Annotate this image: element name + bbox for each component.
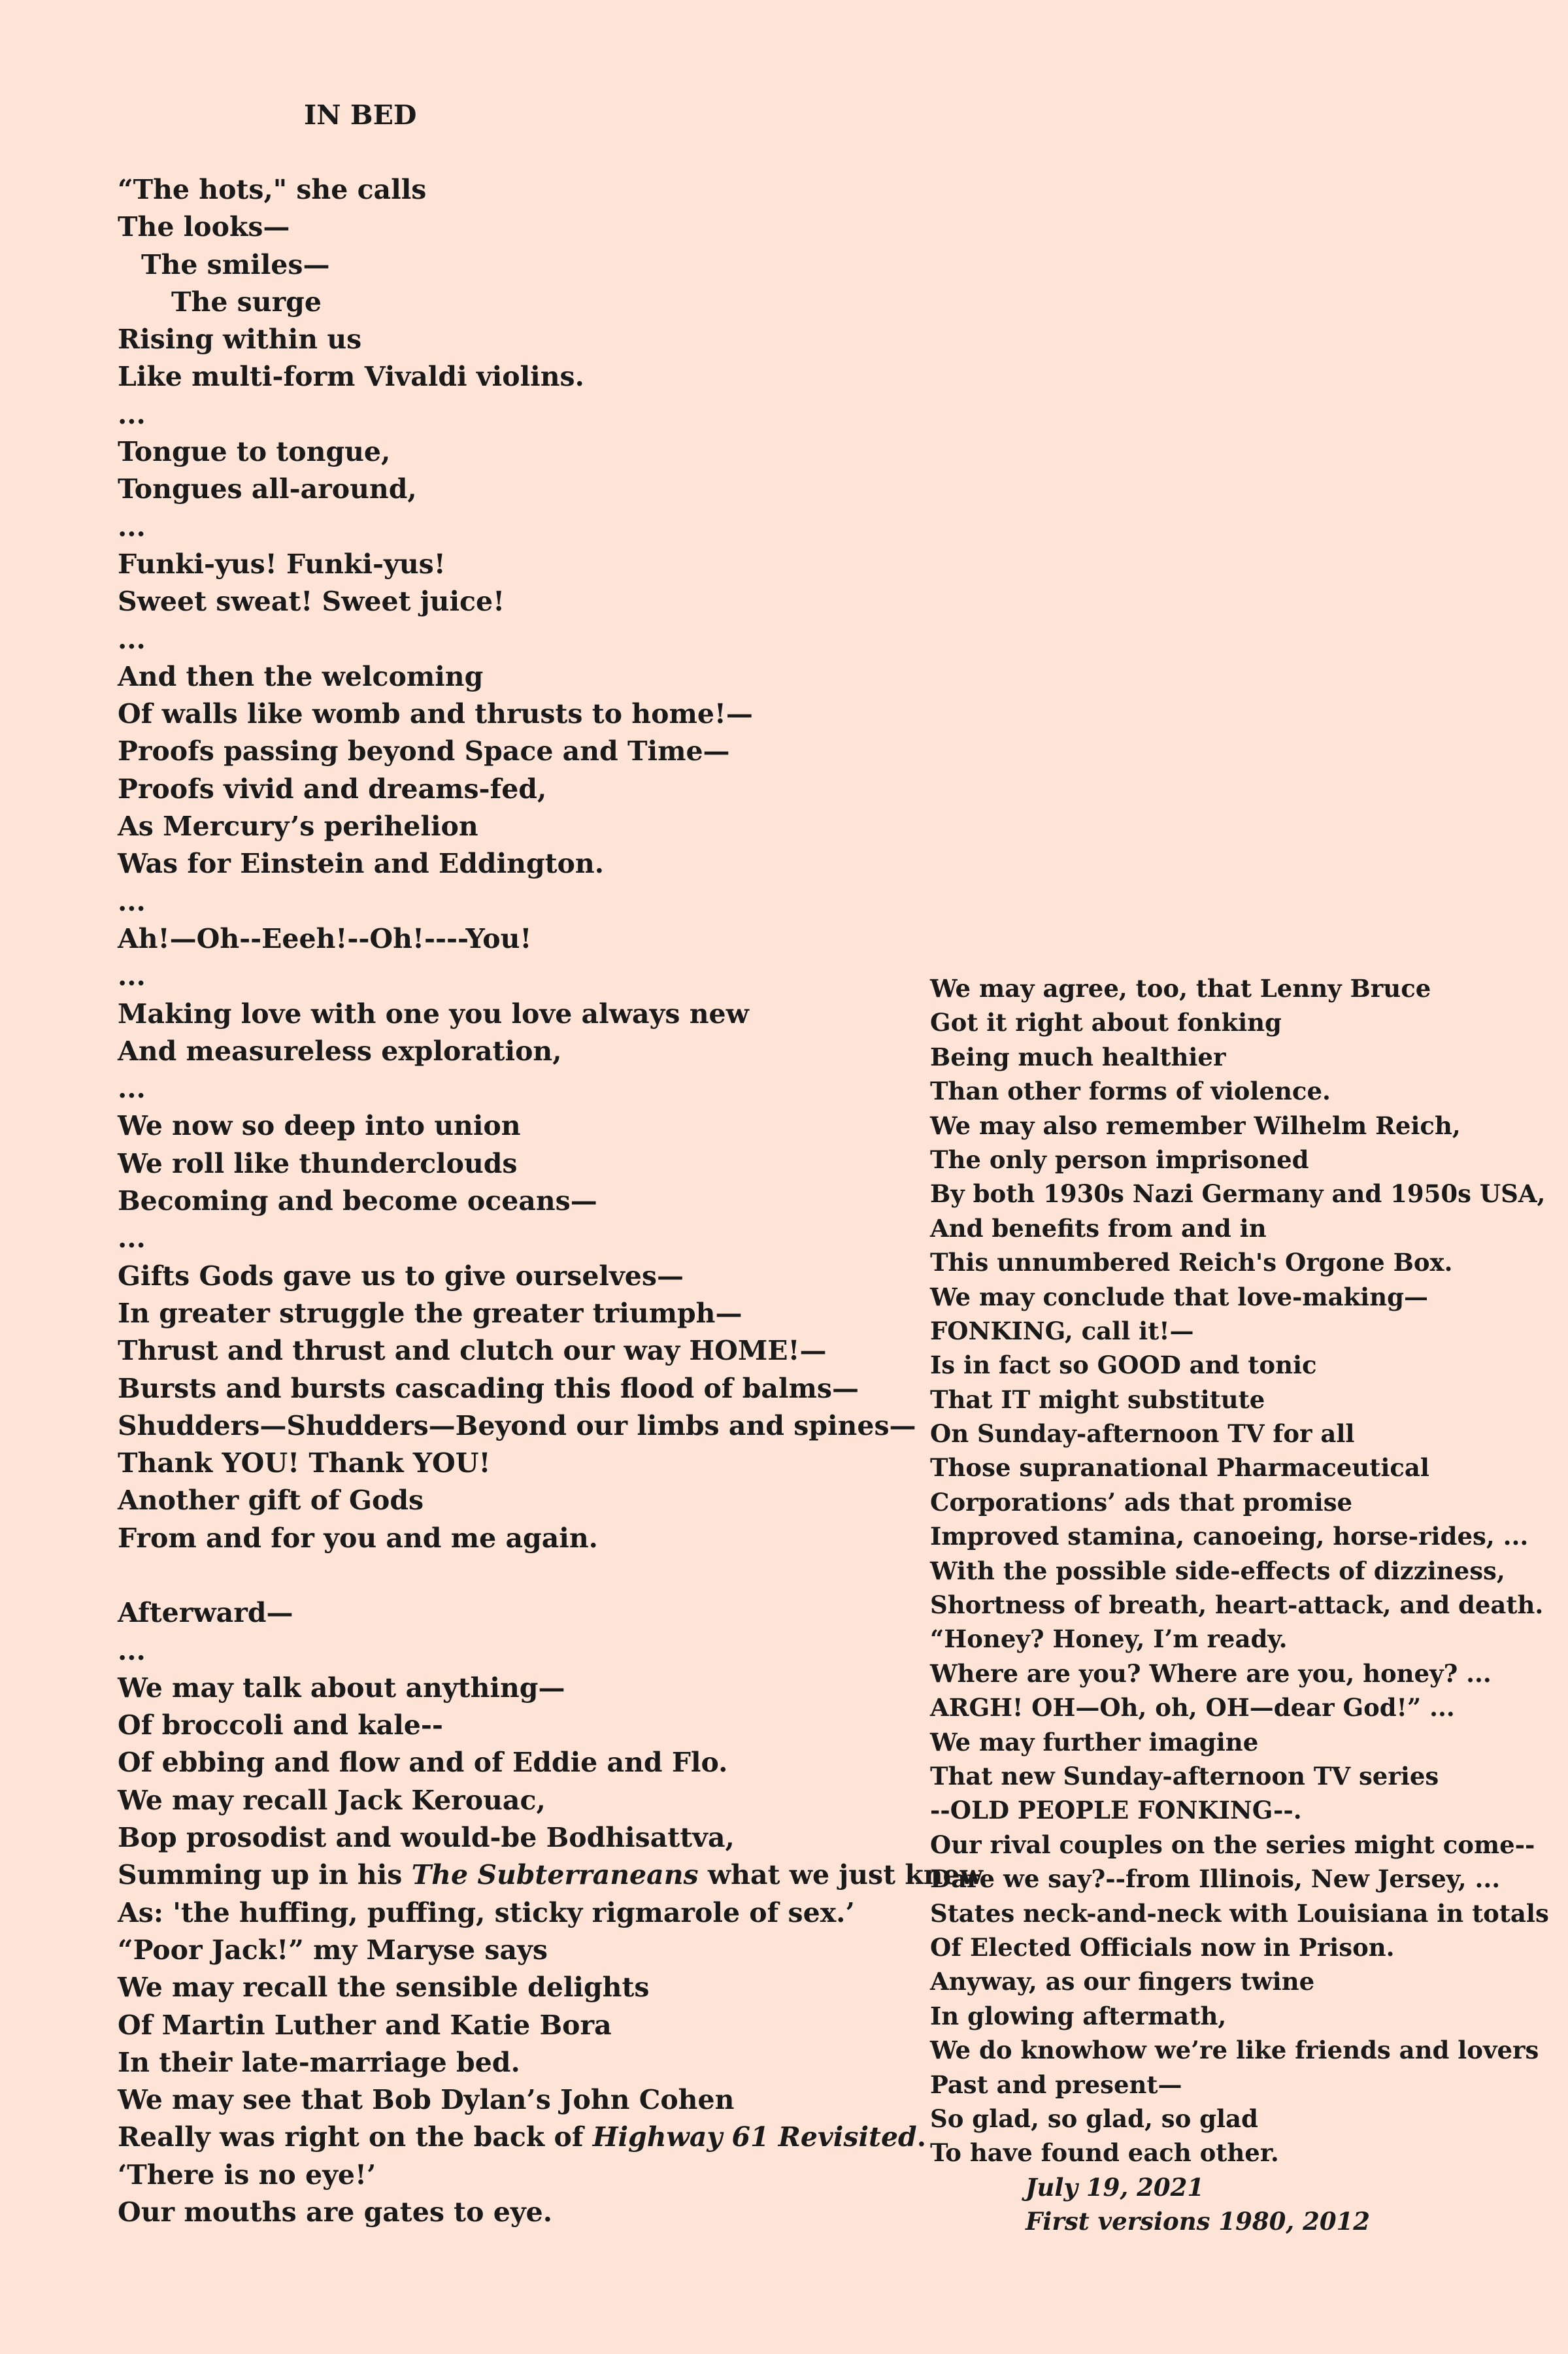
poem-line: States neck-and-neck with Louisiana in totals <box>930 1898 1549 1928</box>
poem-line: We now so deep into union <box>118 1110 521 1142</box>
poem-line: Bop prosodist and would-be Bodhisattva, <box>118 1822 735 1854</box>
poem-line: Proofs vivid and dreams-fed, <box>118 773 547 805</box>
poem-line-text: what we just knew <box>698 1859 983 1891</box>
poem-line: Like multi-form Vivaldi violins. <box>118 361 584 393</box>
poem-line: We may see that Bob Dylan’s John Cohen <box>118 2084 735 2116</box>
poem-line: We may recall the sensible delights <box>118 1972 650 2004</box>
poem-line: As Mercury’s perihelion <box>118 811 478 843</box>
poem-line: We roll like thunderclouds <box>118 1147 518 1179</box>
poem-line: Tongues all-around, <box>118 473 417 505</box>
poem-line: Of broccoli and kale-- <box>118 1709 443 1741</box>
poem-line: The looks— <box>118 211 290 243</box>
poem-line <box>118 1857 983 1894</box>
poem-line: Is in fact so GOOD and tonic <box>930 1351 1317 1380</box>
poem-line: Bursts and bursts cascading this flood of balms— <box>118 1372 859 1404</box>
poem-line: ... <box>118 511 146 543</box>
poem-line: FONKING, call it!— <box>930 1316 1194 1345</box>
poem-line: Sweet sweat! Sweet juice! <box>118 586 505 618</box>
poem-right-column <box>930 971 1558 2238</box>
poem-line: Our mouths are gates to eye. <box>118 2196 553 2228</box>
poem-line: Shortness of breath, heart-attack, and death. <box>930 1590 1544 1620</box>
poem-line: The surge <box>171 286 322 318</box>
poem-line: We may agree, too, that Lenny Bruce <box>930 974 1431 1003</box>
poem-line: Making love with one you love always new <box>118 998 749 1030</box>
poem-line: Than other forms of violence. <box>930 1077 1331 1106</box>
poem-line: --OLD PEOPLE FONKING--. <box>930 1796 1302 1825</box>
poem-line: ... <box>118 1222 146 1254</box>
poem-line-title-italic: The Subterraneans <box>411 1859 699 1891</box>
poem-line: “The hots," she calls <box>118 174 427 205</box>
poem-line: ... <box>118 1073 146 1105</box>
poem-line: From and for you and me again. <box>118 1522 598 1554</box>
poem-line: Rising within us <box>118 324 362 356</box>
poem-line: Shudders—Shudders—Beyond our limbs and spines— <box>118 1409 916 1441</box>
poem-line: With the possible side-effects of dizziness, <box>930 1556 1505 1585</box>
poem-line: The only person imprisoned <box>930 1145 1309 1174</box>
poem-line: ... <box>118 885 146 917</box>
poem-line-title-italic: Highway 61 Revisited <box>592 2121 917 2153</box>
poem-line: July 19, 2021 <box>1026 2172 1205 2202</box>
poem-line: Tongue to tongue, <box>118 436 391 468</box>
poem-line: Got it right about fonking <box>930 1008 1282 1037</box>
poem-line: In glowing aftermath, <box>930 2001 1227 2030</box>
poem-line-text: Summing up in his <box>118 1859 412 1891</box>
poem-line: ... <box>118 623 146 655</box>
poem-line: And benefits from and in <box>930 1213 1267 1243</box>
poem-line: Of ebbing and flow and of Eddie and Flo. <box>118 1747 728 1779</box>
poem-line: So glad, so glad, so glad <box>930 2104 1258 2133</box>
poem-line: Corporations’ ads that promise <box>930 1487 1353 1517</box>
poem-line: As: 'the huffing, puffing, sticky rigmarole of sex.’ <box>118 1896 855 1928</box>
poem-line: ... <box>118 960 146 992</box>
poem-line: Those supranational Pharmaceutical <box>930 1453 1429 1483</box>
poem-line: Where are you? Where are you, honey? ... <box>930 1658 1492 1688</box>
poem-line: We may also remember Wilhelm Reich, <box>930 1111 1461 1140</box>
poem-line: “Honey? Honey, I’m ready. <box>930 1624 1288 1654</box>
poem-line: We may talk about anything— <box>118 1672 565 1704</box>
poem-line: Our rival couples on the series might come-- <box>930 1830 1535 1859</box>
poem-line: Ah!—Oh--Eeeh!--Oh!----You! <box>118 922 532 954</box>
poem-line: Afterward— <box>118 1597 293 1629</box>
poem-line: First versions 1980, 2012 <box>1026 2207 1371 2236</box>
poem-line: Improved stamina, canoeing, horse-rides, ... <box>930 1522 1529 1551</box>
poem-line: “Poor Jack!” my Maryse says <box>118 1934 548 1966</box>
poem-line: To have found each other. <box>930 2138 1279 2168</box>
poem-line: Being much healthier <box>930 1042 1226 1071</box>
poem-line: We may further imagine <box>930 1727 1259 1757</box>
poem-line: And measureless exploration, <box>118 1035 562 1067</box>
poem-line: This unnumbered Reich's Orgone Box. <box>930 1248 1453 1277</box>
poem-line: We may recall Jack Kerouac, <box>118 1784 546 1816</box>
poem-line: Proofs passing beyond Space and Time— <box>118 735 730 767</box>
poem-line: In their late-marriage bed. <box>118 2046 520 2078</box>
poem-line: On Sunday-afternoon TV for all <box>930 1419 1355 1449</box>
poem-line: Of Martin Luther and Katie Bora <box>118 2009 612 2041</box>
poem-line: Thank YOU! Thank YOU! <box>118 1447 491 1479</box>
poem-line: Of Elected Officials now in Prison. <box>930 1932 1395 1962</box>
poem-line: We do knowhow we’re like friends and lovers <box>930 2036 1539 2065</box>
poem-line: We may conclude that love-making— <box>930 1282 1429 1311</box>
poem-line-text: Really was right on the back of <box>118 2121 593 2153</box>
poem-line-text: . <box>916 2121 926 2153</box>
poem-line: And then the welcoming <box>118 660 484 692</box>
poem-line: Past and present— <box>930 2070 1182 2099</box>
poem-line: ARGH! OH—Oh, oh, OH—dear God!” ... <box>930 1693 1455 1723</box>
poem-line: That new Sunday-afternoon TV series <box>930 1761 1439 1791</box>
poem-line: Dare we say?--from Illinois, New Jersey, ... <box>930 1864 1501 1894</box>
poem-line: That IT might substitute <box>930 1385 1265 1414</box>
poem-line: Anyway, as our fingers twine <box>930 1967 1315 1996</box>
poem-line: ... <box>118 1634 146 1666</box>
poem-title: IN BED <box>304 99 417 131</box>
poem-line: ‘There is no eye!’ <box>118 2159 376 2191</box>
poem-line: By both 1930s Nazi Germany and 1950s USA, <box>930 1179 1546 1209</box>
poem-line: In greater struggle the greater triumph— <box>118 1297 742 1329</box>
poem-line <box>118 1557 922 1594</box>
poem-left-column <box>118 171 983 2231</box>
poem-line: Another gift of Gods <box>118 1485 424 1517</box>
poem-line <box>118 2119 926 2156</box>
poem-line: Was for Einstein and Eddington. <box>118 848 604 880</box>
poem-line: Of walls like womb and thrusts to home!— <box>118 698 753 730</box>
poem-line: Thrust and thrust and clutch our way HOME!— <box>118 1335 827 1367</box>
poem-line: The smiles— <box>141 248 330 280</box>
poem-line: Funki-yus! Funki-yus! <box>118 548 446 580</box>
poem-line: Gifts Gods gave us to give ourselves— <box>118 1260 684 1292</box>
poem-line: ... <box>118 398 146 430</box>
poem-line: Becoming and become oceans— <box>118 1185 597 1217</box>
